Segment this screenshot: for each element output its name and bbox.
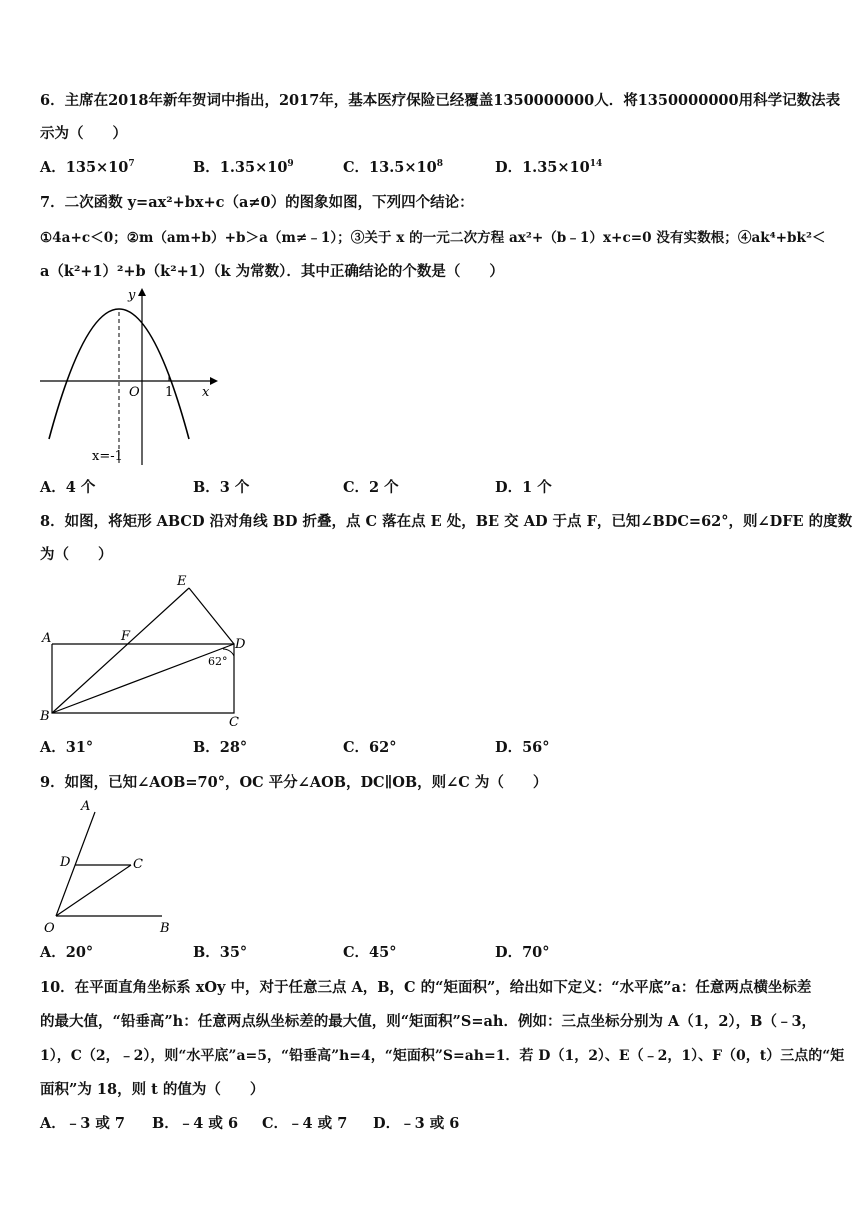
- q6-stem-line2: 示为（ ）: [40, 125, 127, 142]
- segment-be: [52, 588, 189, 713]
- label-c: C: [229, 715, 239, 730]
- q7-option-d: D．1 个: [495, 479, 552, 496]
- x-axis-arrow-icon: [210, 377, 218, 385]
- q9-angle-figure: [38, 796, 178, 938]
- label-o: O: [44, 921, 55, 936]
- label-d: D: [235, 637, 246, 652]
- q8-option-b: B．28°: [193, 739, 248, 756]
- x-axis-label: x: [202, 385, 210, 400]
- y-axis-label: y: [128, 288, 136, 303]
- label-f: F: [121, 629, 131, 644]
- label-a: A: [81, 799, 91, 814]
- label-e: E: [177, 574, 187, 589]
- q8-stem-line2: 为（ ）: [40, 546, 113, 563]
- q7-option-c: C．2 个: [343, 479, 399, 496]
- q8-option-c: C．62°: [343, 739, 397, 756]
- q10-option-c: C．﹣4 或 7: [262, 1115, 348, 1132]
- symmetry-axis-label: x=-1: [92, 449, 123, 464]
- q7-stem-line2: ①4a+c＜0；②m（am+b）+b＞a（m≠﹣1）；③关于 x 的一元二次方程 ax²+（b﹣1）x+c=0 没有实数根；④ak⁴+bk²＜: [40, 230, 826, 246]
- q10-option-a: A．﹣3 或 7: [40, 1115, 126, 1132]
- q7-parabola-graph: [38, 284, 218, 469]
- q8-option-a: A．31°: [40, 739, 94, 756]
- origin-label: O: [129, 385, 140, 400]
- q10-stem-line3: 1），C（2，﹣2），则“水平底”a=5，“铅垂高”h=4，“矩面积”S=ah=1．若 D（1，2）、E（﹣2，1）、F（0，t）三点的“矩: [40, 1048, 845, 1064]
- q10-stem-line4: 面积”为 18，则 t 的值为（ ）: [40, 1081, 265, 1098]
- label-b: B: [160, 921, 170, 936]
- q9-stem-line1: 9．如图，已知∠AOB=70°，OC 平分∠AOB，DC∥OB，则∠C 为（ ）: [40, 774, 548, 791]
- segment-oc: [56, 865, 131, 916]
- q10-option-b: B．﹣4 或 6: [152, 1115, 239, 1132]
- q8-option-d: D．56°: [495, 739, 550, 756]
- label-a: A: [42, 631, 52, 646]
- q7-option-b: B．3 个: [193, 479, 250, 496]
- label-c: C: [133, 857, 143, 872]
- q7-option-a: A．4 个: [40, 479, 96, 496]
- q9-option-c: C．45°: [343, 944, 397, 961]
- tick-label: 1: [165, 385, 174, 400]
- diagonal-bd: [52, 644, 234, 713]
- q10-stem-line1: 10．在平面直角坐标系 xOy 中，对于任意三点 A，B，C 的“矩面积”，给出如下定义：“水平底”a：任意两点横坐标差: [40, 979, 812, 996]
- q7-stem-line1: 7．二次函数 y=ax²+bx+c（a≠0）的图象如图，下列四个结论：: [40, 194, 474, 211]
- q9-option-b: B．35°: [193, 944, 248, 961]
- angle-label: 62°: [208, 655, 228, 668]
- q6-option-a: A．$135\times 10^7$: [40, 159, 135, 176]
- q10-stem-line2: 的最大值，“铅垂高”h：任意两点纵坐标差的最大值，则“矩面积”S=ah．例如：三点坐标分别为 A（1，2），B（﹣3，: [40, 1013, 817, 1030]
- label-d: D: [60, 855, 71, 870]
- q6-option-b: B．$1.35\times 10^9$: [193, 159, 294, 176]
- q6-stem-line1: 6．主席在2018年新年贺词中指出，2017年，基本医疗保险已经覆盖1350000000人．将1350000000用科学记数法表: [40, 92, 841, 109]
- q8-folded-rectangle-figure: [38, 570, 253, 730]
- q8-stem-line1: 8．如图，将矩形 ABCD 沿对角线 BD 折叠，点 C 落在点 E 处，BE 交 AD 于点 F，已知∠BDC=62°，则∠DFE 的度数: [40, 513, 853, 530]
- q6-option-d: D．$1.35\times 10^{14}$: [495, 159, 603, 176]
- y-axis-arrow-icon: [138, 288, 146, 296]
- label-b: B: [40, 709, 50, 724]
- q9-option-d: D．70°: [495, 944, 550, 961]
- q9-option-a: A．20°: [40, 944, 94, 961]
- segment-ed: [189, 588, 234, 644]
- q10-option-d: D．﹣3 或 6: [373, 1115, 460, 1132]
- q6-option-c: C．$13.5\times 10^8$: [343, 159, 443, 176]
- q7-stem-line3: a（k²+1）²+b（k²+1）（k 为常数）．其中正确结论的个数是（ ）: [40, 263, 504, 280]
